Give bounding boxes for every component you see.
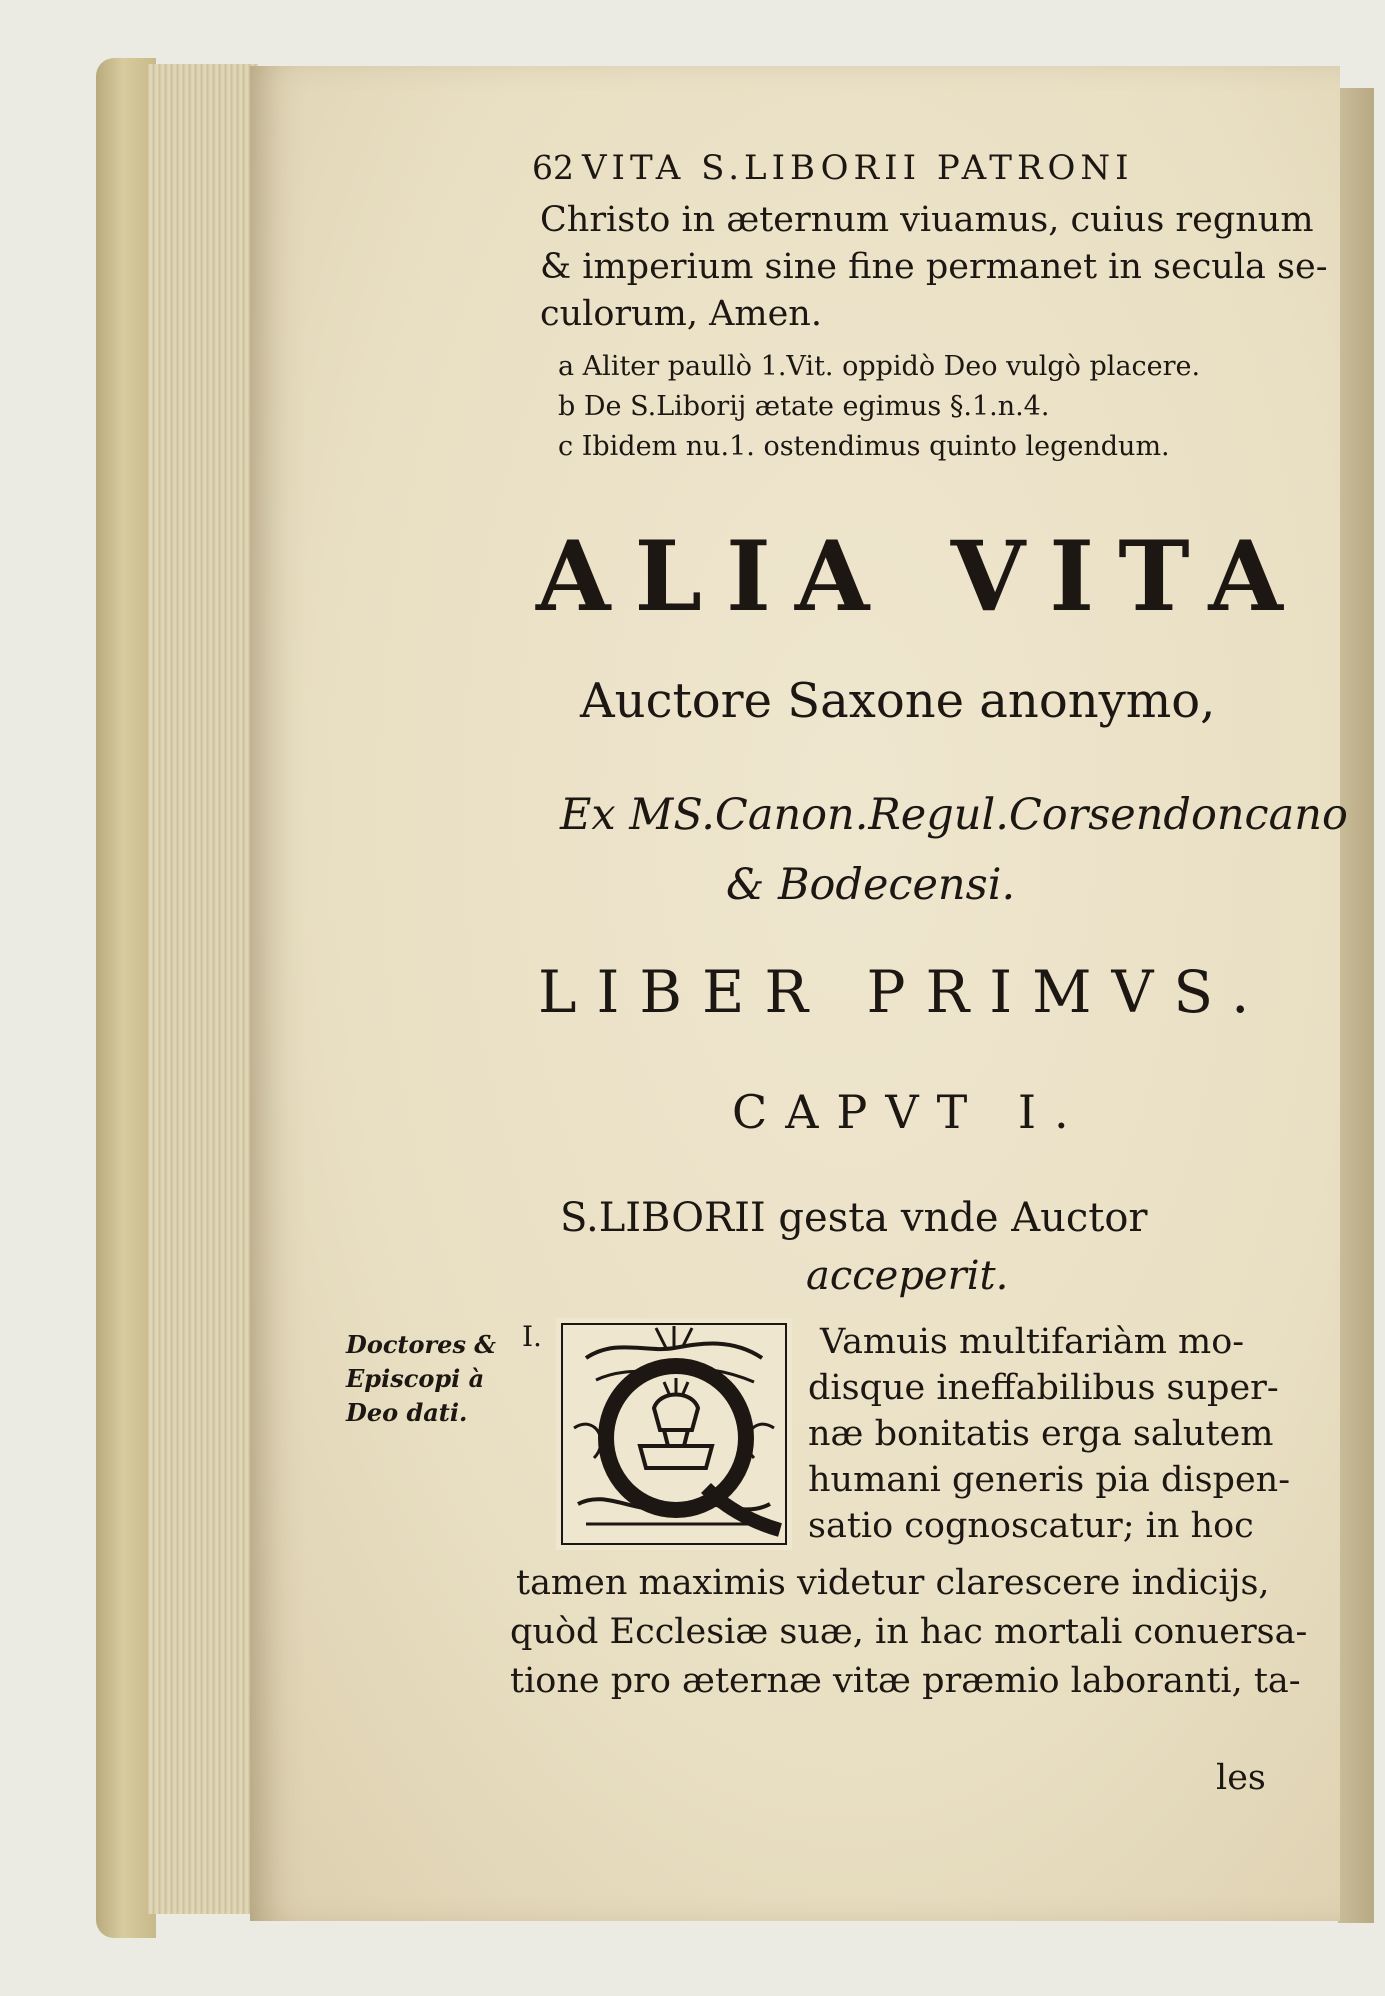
paragraph-line: tamen maximis videtur clarescere indicijs,: [516, 1563, 1270, 1603]
chapter-title: CAPVT I.: [732, 1085, 1087, 1139]
paragraph-line: quòd Ecclesiæ suæ, in hac mortali conuersa-: [510, 1612, 1308, 1652]
marginal-note-line: Deo dati.: [346, 1398, 468, 1427]
footnote-b: b De S.Liborij ætate egimus §.1.n.4.: [558, 391, 1050, 422]
manuscript-source-continued: & Bodecensi.: [726, 860, 1016, 910]
paragraph-line: disque ineffabilibus super-: [808, 1368, 1279, 1408]
catchword: les: [1216, 1758, 1266, 1798]
chapter-summary: S.LIBORII gesta vnde Auctor: [560, 1195, 1148, 1241]
right-page-edge: [1338, 88, 1374, 1923]
section-subtitle: Auctore Saxone anonymo,: [580, 673, 1216, 729]
paragraph-line: Vamuis multifariàm mo-: [820, 1322, 1245, 1362]
decorated-initial: [556, 1318, 792, 1550]
page-edges: [148, 64, 258, 1914]
previous-text-line: & imperium sine fine permanet in secula se-: [540, 247, 1328, 287]
decorated-initial-q-icon: [556, 1318, 792, 1550]
previous-text-line: Christo in æternum viuamus, cuius regnum: [540, 200, 1314, 240]
paragraph-number: I.: [522, 1320, 542, 1353]
paragraph-line: humani generis pia dispen-: [808, 1460, 1291, 1500]
marginal-note: [346, 1328, 496, 1430]
running-title: VITA S.LIBORII PATRONI: [582, 148, 1134, 188]
manuscript-source: Ex MS.Canon.Regul.Corsendoncano: [560, 790, 1348, 840]
page-number: 62: [532, 148, 574, 187]
book-title: LIBER PRIMVS.: [538, 958, 1270, 1026]
binding-spine: [96, 58, 156, 1938]
footnote-a: a Aliter paullò 1.Vit. oppidò Deo vulgò placere.: [558, 351, 1201, 382]
marginal-note-line: Doctores &: [346, 1330, 496, 1359]
paragraph-line: satio cognoscatur; in hoc: [808, 1506, 1254, 1546]
previous-text-line: culorum, Amen.: [540, 294, 822, 334]
section-title: ALIA VITA: [536, 520, 1307, 633]
marginal-note-line: Episcopi à: [346, 1364, 485, 1393]
paragraph-line: tione pro æternæ vitæ præmio laboranti, ta-: [510, 1661, 1301, 1701]
footnote-c: c Ibidem nu.1. ostendimus quinto legendum.: [558, 431, 1170, 462]
chapter-summary-continued: acceperit.: [806, 1253, 1009, 1299]
running-head: [532, 148, 1272, 198]
paragraph-line: næ bonitatis erga salutem: [808, 1414, 1274, 1454]
